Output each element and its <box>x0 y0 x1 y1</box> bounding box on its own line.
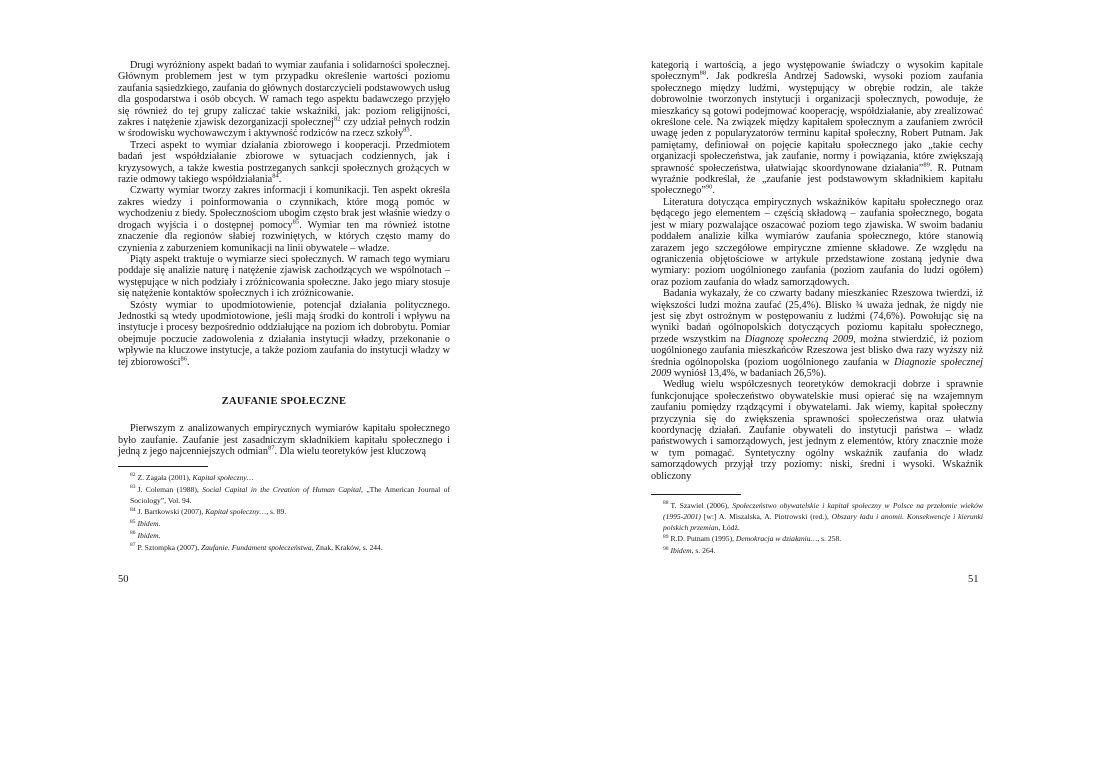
section-heading: ZAUFANIE SPOŁECZNE <box>221 395 347 407</box>
paragraph-trust-solidarity: Drugi wyróżniony aspekt badań to wymiar zaufania i solidarności społecznej. Głównym problemem jest w tym przypadku określenie wartości poziomu zaufania sąsiedzkiego, zaufania do głównych dostarczycieli podstawowych usług dla gospodarstwa i osób obcych. W ramach tego aspektu badawczego przyjęło się również do tej grupy zaliczać takie wskaźniki, jak: poziom religijności, zakres i natężenie zjawisk dezorganizacji społecznej$^{82}$ czy udział pełnych rodzin w środowisku wychowawczym i aktywność rodziców na rzecz szkoły$^{83}$. <box>118 60 450 140</box>
left-footnotes <box>118 466 450 555</box>
paragraph-literature: Literatura dotycząca empirycznych wskaźników kapitału społecznego oraz będącego jego elementem – częścią składową – zaufania społecznego, bogata jest w miary pozwalające oszacować poziom tego zjawiska. W swoim badaniu poddałem analizie kilka wymiarów zaufania społecznego, które stanowią zarazem jego szczegółowe empiryczne zmienne składowe. Ze względu na ograniczenia objętościowe w artykule przedstawione zostaną jedynie dwa wymiary: poziom uogólnionego zaufania (poziom zaufania do ludzi ogółem) oraz poziom zaufania do władz samorządowych. <box>651 196 983 288</box>
footnote: $^{88}$ T. Szawiel (2006), Społeczeństwo obywatelskie i kapitał społeczny w Polsce na przełomie wieków (1995-2001) [w:] A. Miszalska, A. Piotrowski (red.), Obszary ładu i anomii. Konsekwencje i kierunki polskich przemian, Łódź. <box>663 500 983 532</box>
paragraph-empowerment: Szósty wymiar to upodmiotowienie, potencjał działania politycznego. Jednostki są wtedy upodmiotowione, jeśli mają środki do kontroli i wpływu na instytucje i procesy bezpośrednio oddziałujące na poziom ich dobrobytu. Pomiar obejmuje poczucie zadowolenia z działania instytucji władzy, przekonanie o wpływie na kluczowe instytucje, a także poziom zaufania do instytucji władzy w tej zbiorowości$^{86}$. <box>118 299 450 368</box>
footnote: $^{83}$ J. Coleman (1988), Social Capital in the Creation of Human Capital, „The American Journal of Sociology”, Vol. 94. <box>130 484 450 505</box>
footnote: $^{87}$ P. Sztompka (2007), Zaufanie. Fundament społeczeństwa, Znak, Kraków, s. 244. <box>130 542 383 552</box>
footnote: $^{89}$ R.D. Putnam (1995), Demokracja w działaniu…, s. 258. <box>663 533 842 544</box>
page-number: 51 <box>968 574 979 585</box>
footnote: $^{82}$ Z. Zagała (2001), Kapitał społeczny… <box>130 472 254 482</box>
paragraph-democracy: Według wielu współczesnych teoretyków demokracji dobrze i sprawnie funkcjonujące społeczeństwo obywatelskie musi opierać się na wzajemnym zaufaniu pomiędzy rządzącymi i obywatelami. Jak wiemy, kapitał społeczny przyczynia się do zwiększenia sprawności społeczeństwa oraz ułatwia koordynację działań. Zaufanie obywateli do instytucji państwa – władz państwowych i samorządowych, jest jednym z elementów, który znacznie może w tym pomagać. Syntetyczny ogólny wskaźnik zaufania do władz samorządowych przyjął trzy poziomy: niski, średni i wysoki. Wskaźnik obliczony <box>651 379 983 482</box>
right-main-text <box>651 60 983 482</box>
footnote-separator <box>118 466 208 467</box>
left-main-text <box>118 60 450 458</box>
paragraph-collective-action: Trzeci aspekt to wymiar działania zbiorowego i kooperacji. Przedmiotem badań jest współdziałanie zbiorowe w sytuacjach codziennych, jak i kryzysowych, a także kwestia postrzeganych sankcji społecznych grożących w razie odmowy takiego współdziałania$^{84}$. <box>118 139 450 186</box>
paragraph-social-networks: Piąty aspekt traktuje o wymiarze sieci społecznych. W ramach tego wymiaru poddaje się analizie naturę i natężenie zjawisk zachodzących we wspólnotach – występujące w nich podziały i zróżnicowania społeczne. Jako jego miary stosuje się natężenie kontaktów społecznych i ich zróżnicowanie. <box>118 253 450 300</box>
paragraph-information: Czwarty wymiar tworzy zakres informacji i komunikacji. Ten aspekt określa zakres wiedzy i poinformowania o czynnikach, które mogą pomóc w wychodzeniu z biedy. Społecznościom ubogim często brak jest właśnie wiedzy o drogach wyjścia i o dostępnej pomocy$^{85}$. Wymiar ten ma również istotne znaczenie dla regionów słabiej rozwiniętych, w których często mamy do czynienia z zaburzeniem komunikacji na linii obywatele – władze. <box>118 185 450 254</box>
paragraph-results: Badania wykazały, że co czwarty badany mieszkaniec Rzeszowa twierdzi, iż większości ludzi można zaufać (25,4%). Blisko ¾ uważa jednak, że nigdy nie jest się zbyt ostrożnym w postępowaniu z ludźmi (74,6%). Powołując się na wyniki badań ogólnopolskich dotyczących poziomu kapitału społecznego, przede wszystkim na Diagnozę społeczną 2009, można stwierdzić, iż poziom uogólnionego zaufania mieszkańców Rzeszowa jest blisko dwa razy wyższy niż średnia ogólnopolska (poziom uogólnionego zaufania w Diagnozie społecznej 2009 wyniósł 13,4%, w badaniach 26,5%). <box>651 288 983 379</box>
paragraph-trust-intro: Pierwszym z analizowanych empirycznych wymiarów kapitału społecznego było zaufanie. Zaufanie jest zasadniczym składnikiem kapitału społecznego i jedną z jego najcenniejszych odmian$^{87}$. Dla wielu teoretyków jest kluczową <box>118 423 450 458</box>
footnote: $^{84}$ J. Bartkowski (2007), Kapitał społeczny…, s. 89. <box>130 506 287 517</box>
footnote: $^{90}$ Ibidem, s. 264. <box>663 545 716 556</box>
footnote-separator <box>651 494 741 495</box>
right-page <box>550 0 1100 778</box>
footnote: $^{86}$ Ibidem. <box>130 530 161 540</box>
page-number: 50 <box>118 574 129 585</box>
paragraph-trust-category: kategorią i wartością, a jego występowanie świadczy o wysokim kapitale społecznym$^{88}$. Jak podkreśla Andrzej Sadowski, wysoki poziom zaufania społecznego między ludźmi, występujący w obrębie rodzin, ale także dobrowolnie tworzonych instytucji i organizacji społecznych, powoduje, że mieszkańcy są gotowi podejmować kooperację, współdziałanie, aby zrealizować określone cele. Na związek między kapitałem społecznym a zaufaniem zwrócił uwagę jeden z popularyzatorów terminu kapitał społeczny, Robert Putnam. Jak pamiętamy, definiował on pojęcie kapitału społecznego jako „takie cechy organizacji społeczeństwa, jak zaufanie, normy i powiązania, które zwiększają sprawność społeczeństwa, ułatwiając skoordynowane działania”$^{89}$. R. Putnam wyraźnie podkreślał, że „zaufanie jest podstawowym składnikiem kapitału społecznego”$^{90}$. <box>651 60 983 197</box>
right-footnotes <box>651 494 983 558</box>
footnote: $^{85}$ Ibidem. <box>130 518 161 529</box>
